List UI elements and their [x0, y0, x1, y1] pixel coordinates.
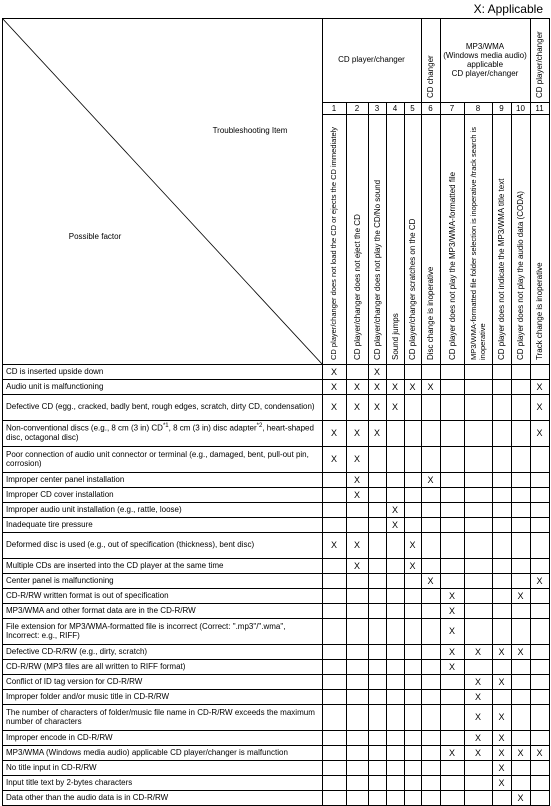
column-description: CD player/changer does not play the CD/No sound — [372, 179, 382, 360]
factor-text: CD is inserted upside down — [6, 366, 104, 376]
factor-text: Input title text by 2-bytes characters — [6, 777, 133, 787]
applicable-mark: X — [474, 747, 481, 758]
applicable-mark: X — [517, 747, 524, 758]
column-rule — [404, 102, 405, 805]
applicable-mark: X — [391, 381, 398, 392]
factor-text: File extension for MP3/WMA-formatted file is incorrect (Correct: ".mp3"/".wma", Incorrect: e.g., RIFF) — [6, 621, 286, 640]
column-number: 3 — [374, 103, 380, 113]
applicable-mark: X — [498, 676, 505, 687]
applicable-mark: X — [448, 661, 455, 672]
group-rule — [440, 18, 441, 805]
applicable-mark: X — [498, 732, 505, 743]
applicable-mark: X — [353, 381, 360, 392]
column-description: Sound jumps — [390, 313, 400, 360]
applicable-mark: X — [330, 402, 337, 412]
applicable-mark: X — [373, 381, 380, 392]
applicable-mark: X — [498, 747, 505, 758]
applicable-mark: X — [353, 402, 360, 412]
applicable-mark: X — [448, 605, 455, 616]
group-rule — [421, 18, 422, 805]
applicable-mark: X — [498, 646, 505, 657]
corner-diagonal — [2, 18, 322, 364]
applicable-mark: X — [498, 762, 505, 773]
applicable-mark: X — [427, 575, 434, 586]
group-label: MP3/WMA (Windows media audio) applicable CD player/changer — [443, 41, 527, 79]
applicable-mark: X — [409, 381, 416, 392]
factor-text: Defective CD (egg., cracked, badly bent, rough edges, scratch, dirty CD, condensation) — [6, 402, 315, 412]
factor-text: Improper folder and/or music title in CD-R/RW — [6, 691, 170, 701]
factor-text: Multiple CDs are inserted into the CD player at the same time — [6, 560, 224, 570]
factor-text: Audio unit is malfunctioning — [6, 381, 104, 391]
applicable-mark: X — [536, 428, 543, 438]
column-number: 5 — [410, 103, 415, 113]
factor-text: CD-R/RW (MP3 files are all written to RIFF format) — [6, 661, 186, 671]
applicable-mark: X — [373, 428, 380, 438]
factor-text: Improper CD cover installation — [6, 489, 114, 499]
column-description: CD player/changer does not eject the CD — [352, 214, 362, 360]
applicable-mark: X — [427, 381, 434, 392]
factor-text: Center panel is malfunctioning — [6, 575, 114, 585]
footnote-marker: *2 — [256, 423, 263, 430]
factor-text: No title input in CD-R/RW — [6, 762, 97, 772]
applicable-mark: X — [536, 747, 543, 758]
column-number: 6 — [428, 103, 433, 113]
applicable-mark: X — [474, 712, 481, 722]
column-number: 9 — [499, 103, 504, 113]
column-rule — [386, 102, 387, 805]
applicable-mark: X — [427, 474, 434, 485]
group-label: CD player/changer — [338, 55, 405, 65]
applicable-mark: X — [391, 519, 398, 530]
applicable-mark: X — [373, 402, 380, 412]
column-description: CD player does not play the audio data (CODA) — [516, 191, 526, 360]
applicable-mark: X — [498, 712, 505, 722]
group-rule — [549, 18, 550, 805]
applicable-mark: X — [474, 646, 481, 657]
column-number: 10 — [516, 103, 525, 113]
column-description: CD player/changer scratches on the CD — [408, 218, 418, 360]
applicable-mark: X — [409, 560, 416, 571]
applicable-mark: X — [474, 732, 481, 743]
column-description: CD player does not play the MP3/WMA-formatted file — [447, 171, 457, 360]
troubleshooting-item-label: Troubleshooting Item — [212, 126, 288, 136]
applicable-mark: X — [517, 792, 524, 803]
column-number: 2 — [354, 103, 360, 113]
applicable-mark: X — [391, 402, 398, 412]
factor-text: Defective CD-R/RW (e.g., dirty, scratch) — [6, 646, 148, 656]
applicable-mark: X — [448, 626, 455, 636]
applicable-mark: X — [448, 747, 455, 758]
applicable-mark: X — [353, 489, 360, 500]
applicable-mark: X — [330, 540, 337, 550]
factor-text: Deformed disc is used (e.g., out of specification (thickness), bent disc) — [6, 540, 255, 550]
factor-text: Improper encode in CD-R/RW — [6, 732, 113, 742]
applicable-mark: X — [373, 366, 380, 377]
applicable-mark: X — [353, 428, 360, 438]
applicable-mark: X — [391, 504, 398, 515]
applicable-mark: X — [330, 381, 337, 392]
column-rule — [492, 102, 493, 805]
applicable-mark: X — [353, 474, 360, 485]
factor-text: Poor connection of audio unit connector or terminal (e.g., damaged, bent, pull-out pin, corrosion) — [6, 449, 309, 468]
column-description: CD player/changer does not load the CD or ejects the CD immediately — [329, 126, 339, 360]
column-number: 7 — [449, 103, 455, 113]
applicable-mark: X — [474, 691, 481, 702]
column-description: Disc change is inoperative — [426, 266, 436, 360]
applicable-mark: X — [353, 540, 360, 550]
factor-text: Non-conventional discs (e.g., 8 cm (3 in) CD$^{*1}$, 8 cm (3 in) disc adapter$^{*2}$, heart-shaped disc, octagonal disc) — [6, 423, 314, 443]
column-number: 11 — [535, 103, 544, 113]
column-description: Track change is inoperative — [535, 262, 545, 360]
applicable-mark: X — [330, 428, 337, 438]
group-label-vertical: CD changer — [425, 55, 435, 98]
applicable-mark: X — [353, 560, 360, 571]
factor-text: MP3/WMA and other format data are in the CD-R/RW — [6, 605, 196, 615]
factor-text: Conflict of ID tag version for CD-R/RW — [6, 676, 143, 686]
applicable-mark: X — [498, 777, 505, 788]
applicable-mark: X — [536, 381, 543, 392]
applicable-mark: X — [330, 454, 337, 464]
applicable-mark: X — [474, 676, 481, 687]
factor-text: The number of characters of folder/music file name in CD-R/RW exceeds the maximum number of characters — [6, 707, 315, 726]
factor-text: Inadequate tire pressure — [6, 519, 93, 529]
applicable-mark: X — [353, 454, 360, 464]
applicable-mark: X — [517, 590, 524, 601]
applicable-mark: X — [536, 575, 543, 586]
applicable-mark: X — [448, 646, 455, 657]
column-rule — [368, 102, 369, 805]
column-description: MP3/WMA-formatted file folder selection is inoperative /track search is inoperative — [468, 126, 487, 360]
column-number: 1 — [331, 103, 337, 113]
factor-text: CD-R/RW written format is out of specification — [6, 590, 169, 600]
factor-text: MP3/WMA (Windows media audio) applicable CD player/changer is malfunction — [6, 747, 288, 757]
applicable-mark: X — [536, 402, 543, 412]
possible-factor-label: Possible factor — [68, 232, 122, 242]
column-rule — [511, 102, 512, 805]
legend: X: Applicable — [473, 2, 543, 16]
factor-text: Improper center panel installation — [6, 474, 125, 484]
diagonal-line — [2, 18, 322, 364]
number-bottom-rule — [322, 114, 549, 115]
column-number: 8 — [475, 103, 481, 113]
factor-text: Data other than the audio data is in CD-R/RW — [6, 792, 169, 802]
applicable-mark: X — [448, 590, 455, 601]
applicable-mark: X — [517, 646, 524, 657]
factor-text: Improper audio unit installation (e.g., rattle, loose) — [6, 504, 182, 514]
column-number: 4 — [392, 103, 398, 113]
applicable-mark: X — [330, 366, 337, 377]
footnote-marker: *1 — [162, 423, 169, 430]
group-label-vertical: CD player/changer — [534, 31, 544, 98]
applicable-mark: X — [409, 540, 416, 550]
column-description: CD player does not indicate the MP3/WMA title text — [497, 178, 507, 360]
